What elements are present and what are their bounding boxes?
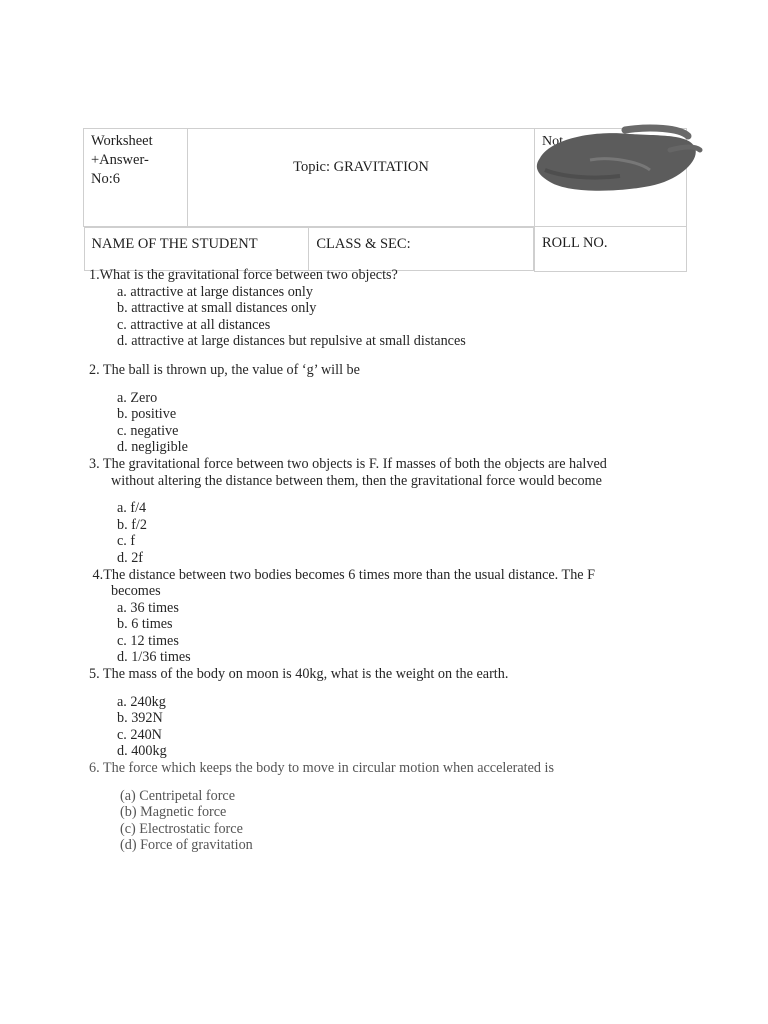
question-2 [89, 362, 679, 456]
option[interactable]: (c) Electrostatic force [120, 820, 243, 837]
topic-cell [188, 129, 535, 227]
question-1 [89, 267, 679, 350]
option[interactable]: d. 2f [117, 549, 144, 566]
question-text-continued: without altering the distance between them, then the gravitational force would become [111, 472, 602, 489]
option[interactable]: b. 6 times [117, 616, 173, 633]
worksheet-line: +Answer- [91, 152, 149, 168]
redaction-scribble [530, 120, 705, 200]
option[interactable]: b. f/2 [117, 516, 147, 533]
question-text: 2. The ball is thrown up, the value of ‘g’ will be [89, 361, 360, 378]
option[interactable]: c. 12 times [117, 632, 179, 649]
options-list [89, 500, 679, 566]
note-label: Not [542, 134, 563, 149]
topic-title: Topic: GRAVITATION [293, 158, 429, 175]
questions [89, 267, 679, 854]
option[interactable]: d. 1/36 times [117, 649, 191, 666]
option[interactable]: (a) Centripetal force [120, 787, 236, 804]
option[interactable]: b. attractive at small distances only [117, 300, 317, 317]
option[interactable]: a. attractive at large distances only [117, 283, 313, 300]
option[interactable]: (d) Force of gravitation [120, 837, 253, 854]
option[interactable]: a. 240kg [117, 693, 166, 710]
question-5 [89, 666, 679, 760]
question-3 [89, 456, 679, 567]
worksheet-line: Worksheet [91, 133, 153, 149]
option[interactable]: c. attractive at all distances [117, 316, 271, 333]
option[interactable]: a. 36 times [117, 599, 179, 616]
class-sec-label: CLASS & SEC: [316, 236, 411, 252]
option[interactable]: b. 392N [117, 710, 163, 727]
option[interactable]: (b) Magnetic force [120, 804, 227, 821]
option[interactable]: c. 240N [117, 726, 162, 743]
option[interactable]: c. f [117, 533, 136, 550]
question-text: 4.The distance between two bodies becomes 6 times more than the usual distance. The F [89, 566, 596, 583]
option[interactable]: d. negligible [117, 439, 188, 456]
question-text: 3. The gravitational force between two objects is F. If masses of both the objects are halved [89, 455, 607, 472]
options-list [89, 600, 679, 666]
roll-no-label: ROLL NO. [542, 235, 608, 251]
question-text: 6. The force which keeps the body to move in circular motion when accelerated is [89, 760, 555, 777]
student-name-field[interactable] [84, 228, 309, 271]
student-name-label: NAME OF THE STUDENT [91, 236, 258, 252]
options-list [89, 390, 679, 456]
question-4 [89, 567, 679, 667]
option[interactable]: a. f/4 [117, 500, 147, 517]
class-sec-field[interactable] [309, 228, 534, 271]
option[interactable]: c. negative [117, 422, 179, 439]
question-6 [89, 760, 679, 854]
option[interactable]: d. 400kg [117, 743, 167, 760]
roll-no-field[interactable] [535, 227, 687, 272]
name-class-group [84, 227, 535, 272]
question-text-continued: becomes [111, 583, 161, 600]
options-list [89, 788, 679, 854]
worksheet-cell [84, 129, 188, 227]
options-list [89, 694, 679, 760]
question-text: 1.What is the gravitational force between two objects? [89, 267, 398, 283]
options-list [89, 284, 679, 350]
option[interactable]: a. Zero [117, 389, 158, 406]
worksheet-number: No:6 [91, 171, 120, 187]
question-text: 5. The mass of the body on moon is 40kg, what is the weight on the earth. [89, 666, 509, 683]
option[interactable]: b. positive [117, 406, 177, 423]
option[interactable]: d. attractive at large distances but repulsive at small distances [117, 333, 466, 350]
